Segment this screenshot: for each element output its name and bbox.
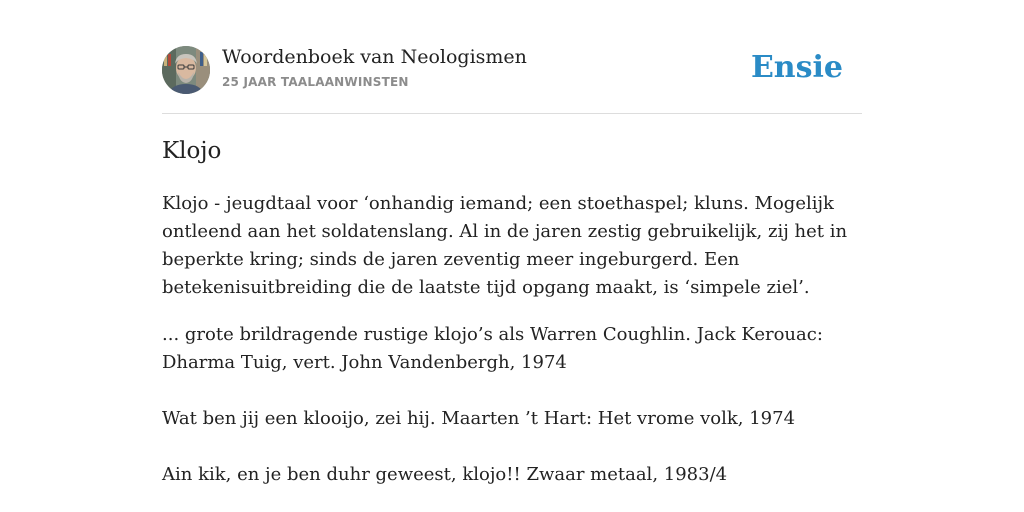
entry-quote: ... grote brildragende rustige klojo’s als Warren Coughlin. Jack Kerouac: Dharma Tuig, vert. John Vandenbergh, 1974 xyxy=(162,324,823,373)
source-title[interactable]: Woordenboek van Neologismen xyxy=(222,46,527,68)
avatar[interactable] xyxy=(162,46,210,94)
entry-definition: Klojo - jeugdtaal voor ‘onhandig iemand; een stoethaspel; kluns. Mogelijk ontleend aan het soldatenslang. Al in de jaren zestig gebruikelijk, zij het in beperkte kring; sinds de jaren zeventig meer ingeburgerd. Een betekenisuitbreiding die de laatste tijd opgang maakt, is ‘simpele ziel’. xyxy=(162,193,848,298)
header-divider xyxy=(162,113,862,114)
entry-quote: Wat ben jij een klooijo, zei hij. Maarten ’t Hart: Het vrome volk, 1974 xyxy=(162,408,796,429)
source-subtitle: 25 JAAR TAALAANWINSTEN xyxy=(222,75,409,89)
brand-logo[interactable]: Ensie xyxy=(750,50,843,85)
entry-quote: Ain kik, en je ben duhr geweest, klojo!! Zwaar metaal, 1983/4 xyxy=(162,464,728,485)
entry-body xyxy=(162,190,862,512)
entry-title: Klojo xyxy=(162,138,222,164)
author-portrait-icon xyxy=(162,46,210,94)
page-header xyxy=(162,46,862,96)
